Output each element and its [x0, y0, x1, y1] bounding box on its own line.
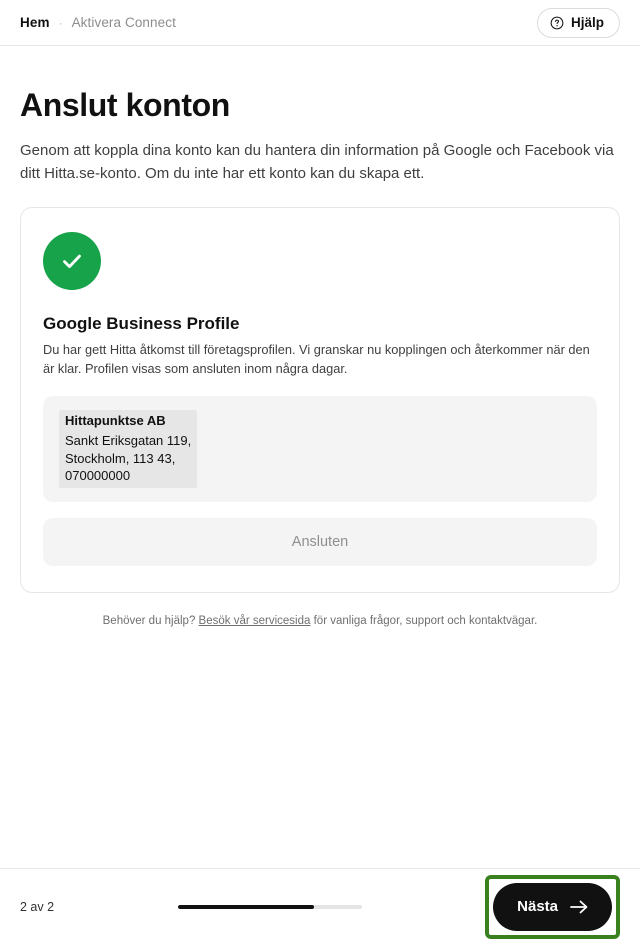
bottom-footer	[0, 868, 640, 944]
progress-bar-track	[178, 905, 362, 909]
support-help-suffix: för vanliga frågor, support och kontaktvägar.	[310, 614, 538, 627]
breadcrumb-separator: ·	[58, 15, 63, 30]
connected-status-button[interactable]: Ansluten	[43, 518, 597, 566]
breadcrumb-current: Aktivera Connect	[71, 15, 176, 30]
top-header	[0, 0, 640, 46]
next-button-label: Nästa	[517, 898, 558, 915]
check-icon	[58, 247, 86, 275]
page-intro-text: Genom att koppla dina konto kan du hantera din information på Google och Facebook via ditt Hitta.se-konto. Om du inte har ett konto kan du skapa ett.	[20, 142, 614, 182]
profile-name: Hittapunktse AB	[65, 413, 166, 429]
google-business-profile-card	[20, 207, 620, 592]
arrow-right-icon	[570, 900, 588, 914]
support-help-prefix: Behöver du hjälp?	[102, 614, 199, 627]
card-title: Google Business Profile	[43, 314, 240, 334]
profile-address-line-2: Stockholm, 113 43,	[65, 450, 176, 466]
question-circle-icon	[550, 16, 564, 30]
breadcrumb-home-link[interactable]: Hem	[20, 15, 50, 30]
help-button[interactable]	[537, 8, 620, 38]
service-page-link[interactable]: Besök vår servicesida	[198, 614, 311, 627]
step-indicator-label: 2 av 2	[20, 899, 55, 914]
card-description: Du har gett Hitta åtkomst till företagsprofilen. Vi granskar nu kopplingen och återkommer när den är klar. Profilen visas som ansluten inom några dagar.	[43, 342, 590, 376]
breadcrumb	[20, 15, 176, 30]
profile-phone: 070000000	[65, 468, 131, 484]
next-button-highlight	[485, 875, 620, 939]
next-button[interactable]	[493, 883, 612, 931]
success-status-badge	[43, 232, 101, 290]
profile-details-highlight	[59, 410, 197, 487]
help-button-label: Hjälp	[570, 15, 604, 30]
progress-bar-fill	[178, 905, 314, 909]
support-help-line	[20, 615, 620, 627]
page-title: Anslut konton	[20, 87, 230, 123]
profile-address-line-1: Sankt Eriksgatan 119,	[65, 433, 192, 449]
profile-details-box	[43, 396, 597, 501]
main-content	[0, 46, 640, 944]
progress-container	[54, 905, 485, 909]
